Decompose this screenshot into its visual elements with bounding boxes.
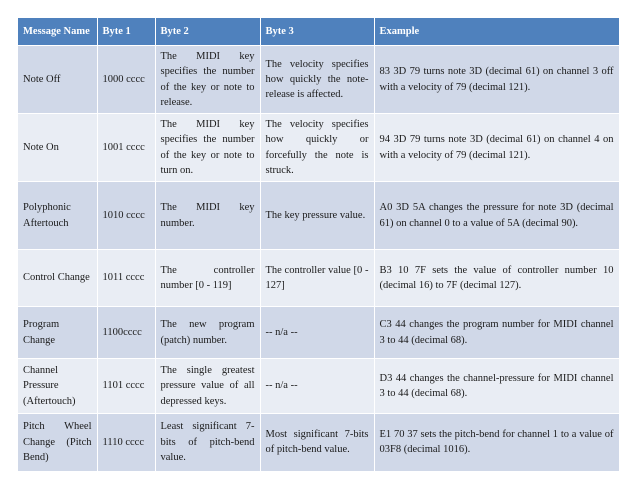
table-header-row <box>18 18 619 46</box>
cell-message-name: Channel Pressure (Aftertouch) <box>18 359 97 414</box>
cell-byte-3: The controller value [0 - 127] <box>260 250 374 307</box>
table-row <box>18 414 619 471</box>
cell-byte-2: The single greatest pressure value of all depressed keys. <box>155 359 260 414</box>
cell-message-name: Program Change <box>18 307 97 359</box>
header-byte-3: Byte 3 <box>260 18 374 46</box>
cell-byte-2: The MIDI key number. <box>155 182 260 250</box>
midi-message-table <box>18 18 620 471</box>
cell-message-name: Control Change <box>18 250 97 307</box>
cell-byte-2: Least significant 7-bits of pitch-bend value. <box>155 414 260 471</box>
cell-message-name: Note Off <box>18 46 97 114</box>
cell-byte-2: The MIDI key specifies the number of the key or note to release. <box>155 46 260 114</box>
cell-example: A0 3D 5A changes the pressure for note 3D (decimal 61) on channel 0 to a value of 5A (decimal 90). <box>374 182 619 250</box>
cell-byte-3: The velocity specifies how quickly or forcefully the note is struck. <box>260 114 374 182</box>
table-row <box>18 182 619 250</box>
header-message-name: Message Name <box>18 18 97 46</box>
table-row <box>18 46 619 114</box>
cell-byte-1: 1100cccc <box>97 307 155 359</box>
table-row <box>18 114 619 182</box>
cell-byte-3: -- n/a -- <box>260 359 374 414</box>
cell-example: 94 3D 79 turns note 3D (decimal 61) on channel 4 on with a velocity of 79 (decimal 121). <box>374 114 619 182</box>
cell-byte-2: The new program (patch) number. <box>155 307 260 359</box>
cell-byte-1: 1110 cccc <box>97 414 155 471</box>
cell-example: 83 3D 79 turns note 3D (decimal 61) on channel 3 off with a velocity of 79 (decimal 121). <box>374 46 619 114</box>
cell-byte-3: The key pressure value. <box>260 182 374 250</box>
cell-example: C3 44 changes the program number for MIDI channel 3 to 44 (decimal 68). <box>374 307 619 359</box>
header-byte-2: Byte 2 <box>155 18 260 46</box>
cell-message-name: Polyphonic Aftertouch <box>18 182 97 250</box>
cell-byte-3: Most significant 7-bits of pitch-bend value. <box>260 414 374 471</box>
cell-byte-1: 1011 cccc <box>97 250 155 307</box>
midi-message-table-container <box>18 18 619 471</box>
cell-message-name: Pitch Wheel Change (Pitch Bend) <box>18 414 97 471</box>
cell-byte-3: The velocity specifies how quickly the note-release is affected. <box>260 46 374 114</box>
cell-byte-3: -- n/a -- <box>260 307 374 359</box>
cell-byte-1: 1010 cccc <box>97 182 155 250</box>
header-byte-1: Byte 1 <box>97 18 155 46</box>
cell-byte-1: 1000 cccc <box>97 46 155 114</box>
cell-example: E1 70 37 sets the pitch-bend for channel 1 to a value of 03F8 (decimal 1016). <box>374 414 619 471</box>
cell-example: B3 10 7F sets the value of controller number 10 (decimal 16) to 7F (decimal 127). <box>374 250 619 307</box>
table-row <box>18 359 619 414</box>
cell-byte-2: The controller number [0 - 119] <box>155 250 260 307</box>
table-row <box>18 307 619 359</box>
cell-example: D3 44 changes the channel-pressure for MIDI channel 3 to 44 (decimal 68). <box>374 359 619 414</box>
cell-byte-2: The MIDI key specifies the number of the key or note to turn on. <box>155 114 260 182</box>
cell-byte-1: 1101 cccc <box>97 359 155 414</box>
header-example: Example <box>374 18 619 46</box>
cell-byte-1: 1001 cccc <box>97 114 155 182</box>
cell-message-name: Note On <box>18 114 97 182</box>
table-row <box>18 250 619 307</box>
